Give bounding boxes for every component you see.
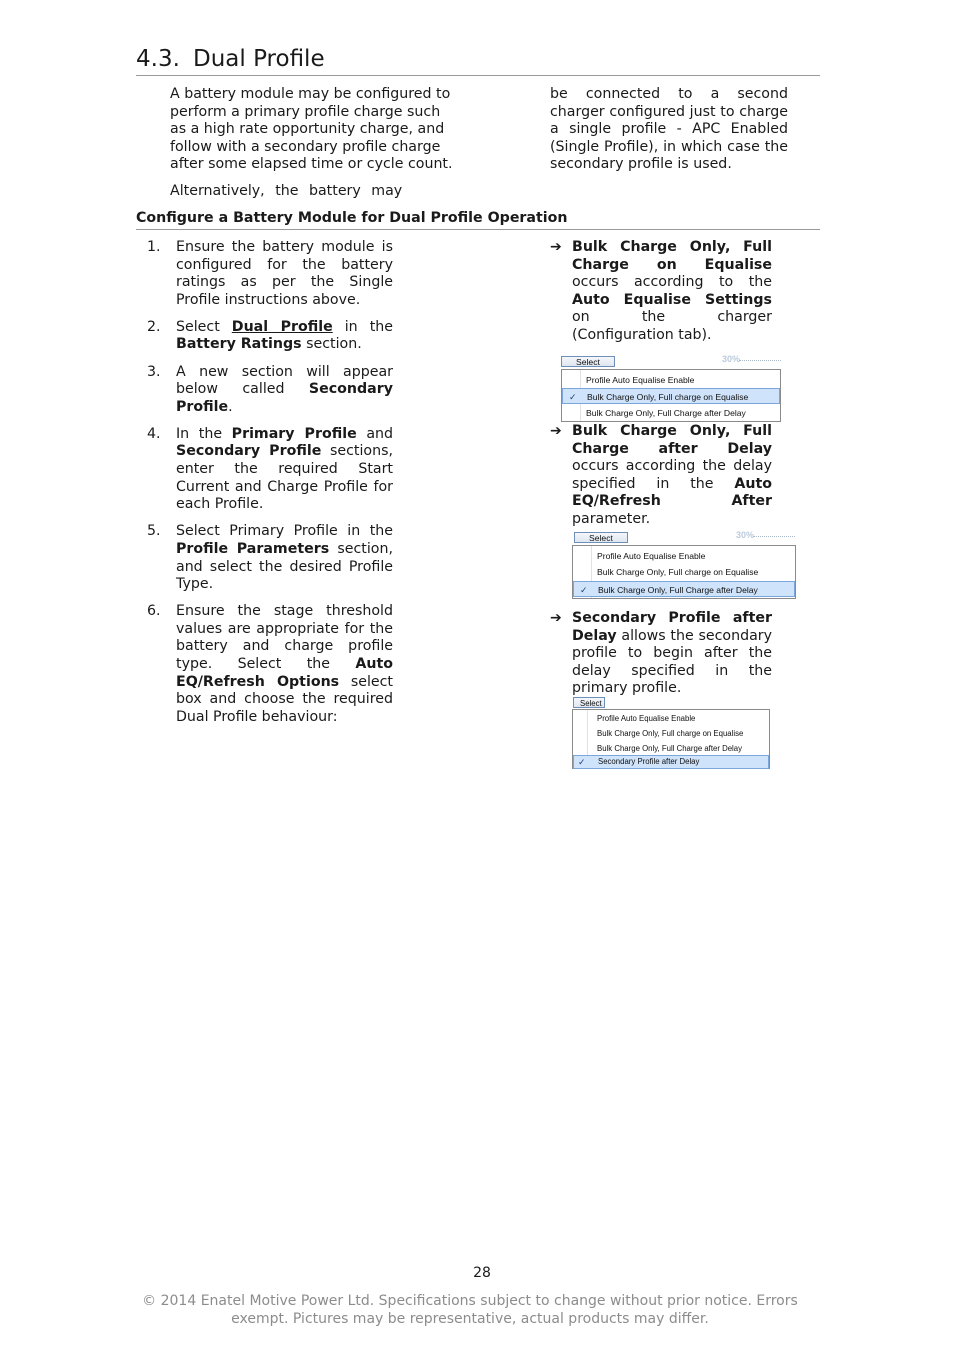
option-label: Bulk Charge Only, Full Charge after Delay: [597, 744, 743, 753]
step-emphasis: Secondary Profile: [176, 443, 322, 460]
option-bullet: [550, 610, 772, 698]
list-item: [136, 319, 393, 354]
dropdown-screenshot-1: [561, 354, 783, 424]
footer: [110, 1292, 830, 1328]
section-title: Dual Profile: [193, 46, 325, 72]
step-number: 5.: [147, 523, 161, 540]
step-text: A new section will appear below called: [176, 363, 393, 398]
dropdown-screenshot-3: [572, 697, 770, 771]
dropdown-list: [561, 369, 781, 422]
option-label: Profile Auto Equalise Enable: [597, 551, 706, 561]
option-full-charge-after-delay[interactable]: [573, 581, 795, 597]
list-item: [136, 523, 393, 593]
option-label: Bulk Charge Only, Full Charge after Delay: [598, 585, 758, 595]
option-label: Profile Auto Equalise Enable: [586, 375, 695, 385]
step-text: Ensure the stage threshold values are appropriate for the battery and charge profile type. Select the: [176, 603, 393, 672]
option-label: Bulk Charge Only, Full charge on Equalise: [587, 392, 749, 402]
intro-paragraph-1: A battery module may be configured to perform a primary profile charge such as a high rate opportunity charge, and follow with a secondary profile charge after some elapsed time or cycle count.: [170, 86, 453, 173]
bullet-emphasis: Secondary Profile after Delay: [572, 610, 772, 644]
dropdown-screenshot-2: [572, 530, 796, 600]
step-emphasis: Primary Profile: [231, 425, 357, 442]
step-text: section, and select the desired Profile Type.: [176, 540, 393, 593]
list-item: [136, 426, 393, 514]
list-item: [136, 603, 393, 726]
list-item: [136, 239, 393, 309]
percent-label: 30%: [736, 530, 755, 540]
step-text: Ensure the battery module is configured for the battery ratings as per the Single Profile instructions above.: [176, 239, 393, 308]
arrow-right-icon: ➔: [550, 423, 562, 439]
footer-line: exempt. Pictures may be representative, actual products may differ.: [231, 1311, 709, 1327]
step-emphasis: Profile Parameters: [176, 540, 330, 557]
dotted-line: [753, 536, 795, 537]
option-auto-equalise[interactable]: [573, 548, 795, 564]
intro-paragraph-2: Alternatively, the battery may: [170, 182, 403, 199]
check-icon: ✓: [578, 757, 586, 767]
step-emphasis: Secondary Profile: [176, 381, 393, 415]
option-label: Bulk Charge Only, Full Charge after Delay: [586, 408, 746, 418]
option-bullet: [550, 239, 772, 345]
step-number: 4.: [147, 425, 161, 442]
option-auto-equalise[interactable]: [562, 372, 780, 388]
bullet-text: occurs according to the: [572, 274, 772, 291]
step-emphasis: Auto EQ/Refresh Options: [176, 655, 393, 690]
option-auto-equalise[interactable]: [573, 711, 769, 726]
option-full-charge-after-delay[interactable]: [573, 741, 769, 756]
bullet-emphasis: Bulk Charge Only, Full Charge on Equalise: [572, 239, 772, 273]
step-number: 3.: [147, 363, 161, 380]
bullet-text: occurs according the delay specified in the: [572, 458, 772, 492]
section-number: 4.3.: [136, 46, 180, 72]
step-text: section.: [301, 336, 362, 353]
subheading: Configure a Battery Module for Dual Profile Operation: [136, 210, 820, 230]
step-number: 1.: [147, 239, 161, 255]
bullet-emphasis: Bulk Charge Only, Full Charge after Delay: [572, 423, 772, 457]
percent-label: 30%: [722, 354, 741, 364]
dropdown-list: [572, 545, 796, 599]
select-button[interactable]: Select: [561, 356, 615, 367]
step-text: .: [228, 398, 233, 415]
list-item: [136, 364, 393, 417]
option-label: Secondary Profile after Delay: [598, 757, 700, 766]
bullet-text: on the charger (Configuration tab).: [572, 309, 772, 343]
select-button[interactable]: Select: [573, 697, 605, 708]
step-text: select box and choose the required Dual Profile behaviour:: [176, 673, 393, 725]
option-full-charge-on-equalise[interactable]: [573, 726, 769, 741]
step-text: sections, enter the required Start Current and Charge Profile for each Profile.: [176, 443, 394, 513]
option-secondary-profile-after-delay[interactable]: [573, 755, 769, 769]
arrow-right-icon: ➔: [550, 610, 562, 626]
steps-list: [136, 239, 393, 736]
option-bullet: [550, 423, 772, 529]
bullet-text: parameter.: [572, 510, 651, 527]
step-text: Select Primary Profile in the: [176, 523, 393, 540]
bullet-emphasis: Auto Equalise Settings: [572, 291, 772, 308]
step-emphasis: Dual Profile: [231, 318, 333, 335]
step-emphasis: Battery Ratings: [176, 336, 302, 353]
step-text: in the: [332, 318, 393, 335]
option-label: Bulk Charge Only, Full charge on Equalise: [597, 567, 759, 577]
arrow-right-icon: ➔: [550, 239, 562, 255]
intro-paragraph-3: be connected to a second charger configured just to charge a single profile - APC Enabled (Single Profile), in which case the secondary profile is used.: [550, 86, 788, 173]
option-full-charge-on-equalise[interactable]: [573, 564, 795, 580]
check-icon: ✓: [569, 392, 577, 402]
step-text: and: [356, 425, 394, 442]
intro-left-column: [170, 86, 457, 201]
footer-line: © 2014 Enatel Motive Power Ltd. Specifications subject to change without prior notice. Errors: [142, 1293, 798, 1309]
bullet-text: allows the secondary profile to begin after the delay specified in the primary profile.: [572, 627, 772, 697]
dropdown-list: [572, 709, 770, 769]
step-number: 6.: [147, 603, 161, 620]
option-full-charge-after-delay[interactable]: [562, 405, 780, 421]
bullet-emphasis: Auto EQ/Refresh After: [572, 475, 772, 510]
section-heading: [136, 44, 820, 76]
option-label: Profile Auto Equalise Enable: [597, 714, 696, 723]
option-full-charge-on-equalise[interactable]: [562, 388, 780, 404]
select-button[interactable]: Select: [574, 532, 628, 543]
step-text: In the: [176, 425, 232, 442]
check-icon: ✓: [580, 585, 588, 595]
dotted-line: [739, 360, 781, 361]
step-number: 2.: [147, 318, 161, 335]
intro-right-column: [550, 86, 788, 174]
page-number: 28: [473, 1265, 491, 1281]
step-text: Select: [176, 318, 232, 335]
option-label: Bulk Charge Only, Full charge on Equalise: [597, 729, 744, 738]
